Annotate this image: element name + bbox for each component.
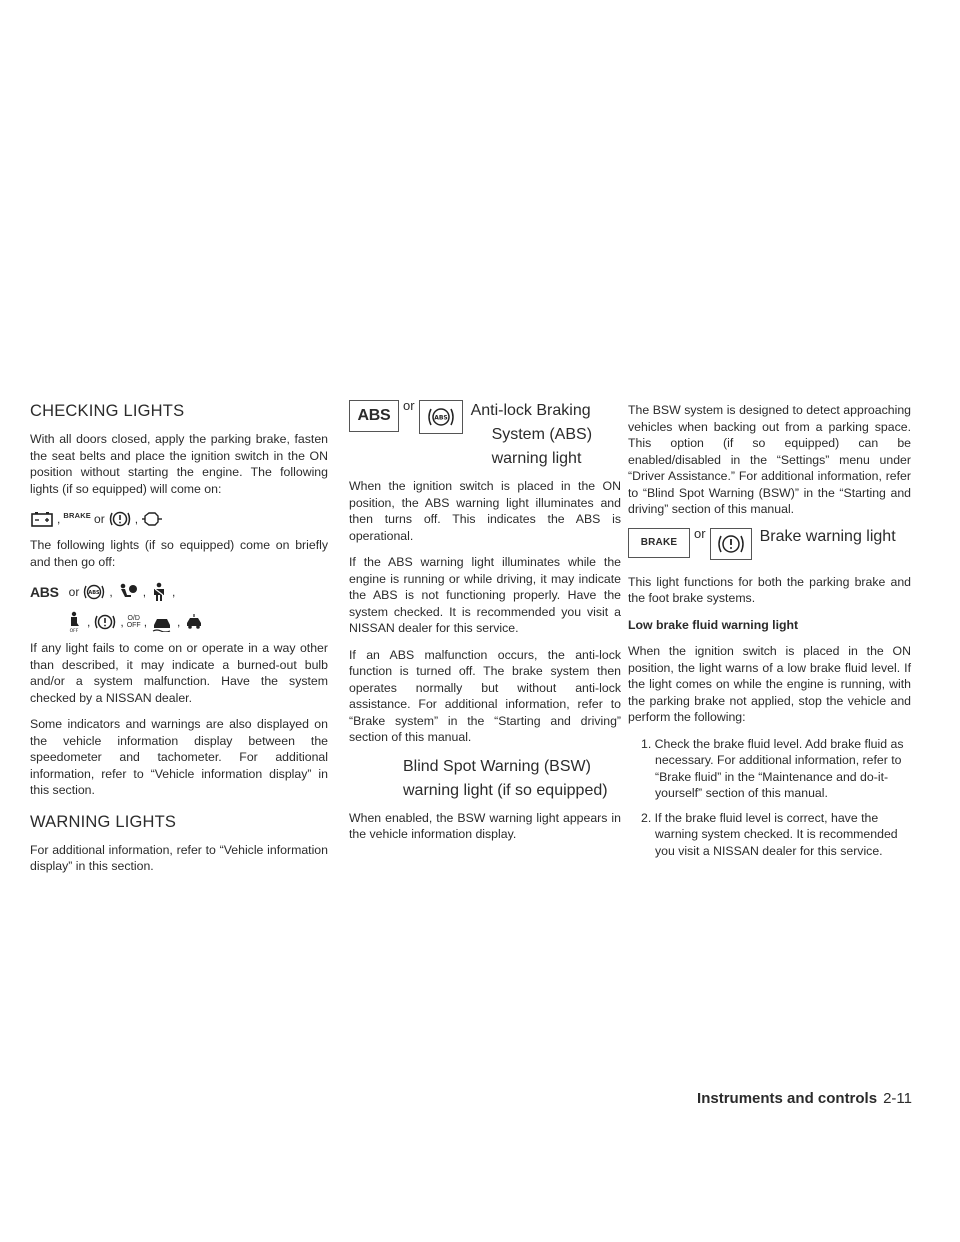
svg-text:OFF: OFF	[69, 629, 79, 633]
brake-warning-title: Brake warning light	[759, 527, 896, 545]
separator: ,	[120, 615, 124, 629]
abs-circle-icon	[82, 582, 106, 602]
section-name: Instruments and controls	[697, 1090, 878, 1107]
separator: ,	[177, 615, 181, 629]
paragraph: This light functions for both the parking brake and the foot brake systems.	[628, 574, 911, 605]
paragraph: For additional information, refer to “Vehicle information display” in this section.	[30, 842, 328, 873]
page-number: 2-11	[883, 1090, 912, 1107]
od-off-icon	[127, 615, 141, 629]
abs-text-box-icon: ABS	[349, 400, 399, 432]
paragraph: With all doors closed, apply the parking brake, fasten the seat belts and place the ignition switch in the ON position without starting the engine. The following lights (if so equipped) will come on:	[30, 432, 328, 496]
paragraph: The BSW system is designed to detect approaching vehicles when backing out from a parking space. This option (if so equipped) can be enabled/disabled in the “Settings” menu under “Driver Assistance.” For additional information, refer to “Blind Spot Warning (BSW)” in the “Starting and driving” section of this manual.	[628, 403, 911, 516]
icon-row-1	[30, 507, 328, 531]
airbag-icon	[116, 582, 140, 602]
brake-text-box-icon: BRAKE	[628, 528, 690, 558]
od-text: O/D	[127, 615, 140, 622]
or-text: or	[403, 398, 415, 413]
slip-indicator-icon	[150, 612, 174, 632]
icon-row-3	[30, 610, 328, 634]
master-warning-icon	[93, 612, 117, 632]
paragraph: If an ABS malfunction occurs, the anti-lock function is turned off. The brake system then operates normally but without anti-lock assistance. For additional information, refer to “Brake system” in the “Starting and driving” section of this manual.	[349, 647, 621, 744]
abs-warning-heading	[349, 400, 621, 470]
list-item: 1. Check the brake fluid level. Add brake fluid as necessary. For additional information, refer to “Brake fluid” in the “Maintenance and do-it-yourself” section of this manual.	[641, 736, 904, 800]
engine-outline-icon	[141, 510, 163, 528]
separator: ,	[109, 585, 113, 599]
or-text: or	[68, 585, 80, 599]
paragraph: If the ABS warning light illuminates while the engine is running or while driving, it may indicate the ABS is not functioning properly. Have the system checked. It is recommended you visit a NISSAN dealer for this service.	[349, 555, 621, 635]
separator: ,	[142, 585, 147, 599]
column-2	[349, 398, 621, 853]
seatbelt-icon	[149, 582, 169, 602]
column-1	[30, 402, 328, 885]
paragraph: When the ignition switch is placed in the ON position, the light warns of a low brake fluid level. If the light comes on while the engine is running, with the parking brake not applied, stop the vehicle and perform the following:	[628, 644, 911, 724]
brake-warning-icon	[108, 509, 132, 529]
abs-warning-title: Anti-lock Braking System (ABS) warning light	[470, 402, 593, 467]
brake-warning-heading	[628, 525, 911, 560]
paragraph: Some indicators and warnings are also displayed on the vehicle information display between the speedometer and tachometer. For additional information, refer to “Vehicle information display” in this section.	[30, 717, 328, 797]
heading-checking-lights: CHECKING LIGHTS	[30, 402, 185, 420]
paragraph: The following lights (if so equipped) come on briefly and then go off:	[30, 538, 328, 569]
security-indicator-icon	[183, 613, 205, 631]
column-3	[628, 402, 911, 867]
subheading: Low brake fluid warning light	[628, 617, 799, 632]
heading-warning-lights: WARNING LIGHTS	[30, 812, 177, 831]
abs-circle-box-icon	[419, 400, 463, 434]
passenger-airbag-off-icon	[64, 611, 84, 633]
separator: ,	[87, 615, 91, 629]
separator: ,	[57, 512, 61, 526]
separator: ,	[172, 585, 176, 599]
paragraph: When enabled, the BSW warning light appears in the vehicle information display.	[349, 810, 621, 841]
separator: ,	[134, 512, 139, 526]
or-text: or	[94, 512, 105, 526]
separator: ,	[143, 615, 148, 629]
bsw-warning-heading: Blind Spot Warning (BSW) warning light (if so equipped)	[403, 757, 608, 799]
page-footer	[697, 1090, 912, 1107]
or-text: or	[694, 525, 706, 541]
abs-text-icon: ABS	[30, 584, 59, 600]
list-item: 2. If the brake fluid level is correct, have the warning system checked. It is recommended you visit a NISSAN dealer for this service.	[641, 810, 898, 858]
brake-circle-box-icon	[710, 528, 752, 560]
paragraph: If any light fails to come on or operate in a way other than described, it may indicate a burned-out bulb and/or a system malfunction. Have the system checked by a NISSAN dealer.	[30, 641, 328, 705]
svg-text:ABS: ABS	[433, 414, 448, 422]
paragraph: When the ignition switch is placed in the ON position, the ABS warning light illuminates and then turns off. This indicates the ABS is operational.	[349, 479, 621, 543]
off-text: OFF	[126, 622, 141, 629]
brake-text-icon: BRAKE	[63, 510, 92, 520]
icon-row-2	[30, 580, 328, 604]
svg-text:ABS: ABS	[88, 590, 100, 596]
procedure-list	[628, 736, 911, 860]
battery-icon	[30, 511, 54, 527]
